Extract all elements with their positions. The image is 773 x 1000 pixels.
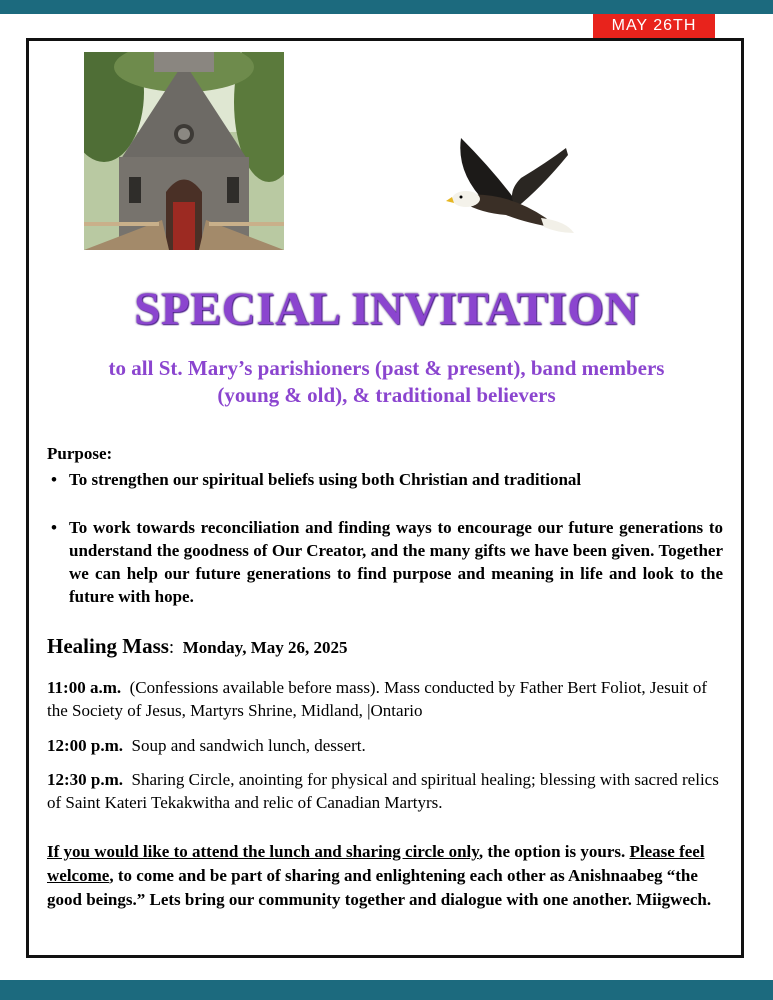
purpose-bullet-text: To work towards reconciliation and finding ways to encourage our future generations to understand the goodness of Our Creator, and the many gifts we have been given. Together we can help our future generations to find purpose and meaning in life and look to the future with hope. — [69, 518, 723, 606]
bullet-dot-icon: • — [51, 470, 57, 489]
closing-paragraph — [47, 840, 727, 912]
bottom-banner-bar — [0, 980, 773, 1000]
purpose-bullet-text: To strengthen our spiritual beliefs using both Christian and traditional — [69, 470, 582, 489]
church-photo — [84, 52, 284, 250]
schedule-text: (Confessions available before mass). Mass conducted by Father Bert Foliot, Jesuit of the Society of Jesus, Martyrs Shrine, Midland, |Ontario — [47, 678, 708, 720]
schedule-item — [47, 734, 727, 757]
schedule-item — [47, 676, 727, 722]
closing-text-2: , to come and be part of sharing and enlightening each other as Anishnaabeg “the good beings.” Lets bring our community together and dialogue with one another. Miigwech. — [47, 866, 712, 909]
eagle-image — [446, 133, 576, 245]
closing-underlined-1: If you would like to attend the lunch and sharing circle only — [47, 842, 479, 861]
date-badge: MAY 26TH — [593, 14, 715, 38]
schedule-text: Soup and sandwich lunch, dessert. — [131, 736, 366, 755]
schedule-text: Sharing Circle, anointing for physical and spiritual healing; blessing with sacred relics of Saint Kateri Tekakwitha and relic of Canadian Martyrs. — [47, 770, 719, 812]
subtitle-line-1: to all St. Mary’s parishioners (past & present), band members — [108, 356, 665, 380]
schedule-item — [47, 768, 727, 814]
purpose-bullet — [47, 516, 723, 608]
page-title: SPECIAL INVITATION — [134, 283, 639, 335]
schedule-time: 12:30 p.m. — [47, 770, 124, 789]
subtitle — [40, 355, 733, 409]
healing-mass-heading — [47, 634, 348, 659]
healing-mass-label: Healing Mass — [47, 634, 169, 658]
purpose-heading: Purpose: — [47, 444, 113, 463]
healing-mass-date: Monday, May 26, 2025 — [182, 638, 348, 657]
schedule-time: 11:00 a.m. — [47, 678, 122, 697]
schedule-time: 12:00 p.m. — [47, 736, 124, 755]
subtitle-line-2: (young & old), & traditional believers — [217, 383, 556, 407]
closing-underlined-2: Please feel welcome — [47, 842, 705, 885]
closing-text-1: , the option is yours. — [478, 842, 630, 861]
healing-mass-colon: : — [168, 637, 175, 658]
bullet-dot-icon: • — [51, 518, 57, 537]
purpose-bullet — [47, 468, 723, 491]
top-banner-bar — [0, 0, 773, 14]
